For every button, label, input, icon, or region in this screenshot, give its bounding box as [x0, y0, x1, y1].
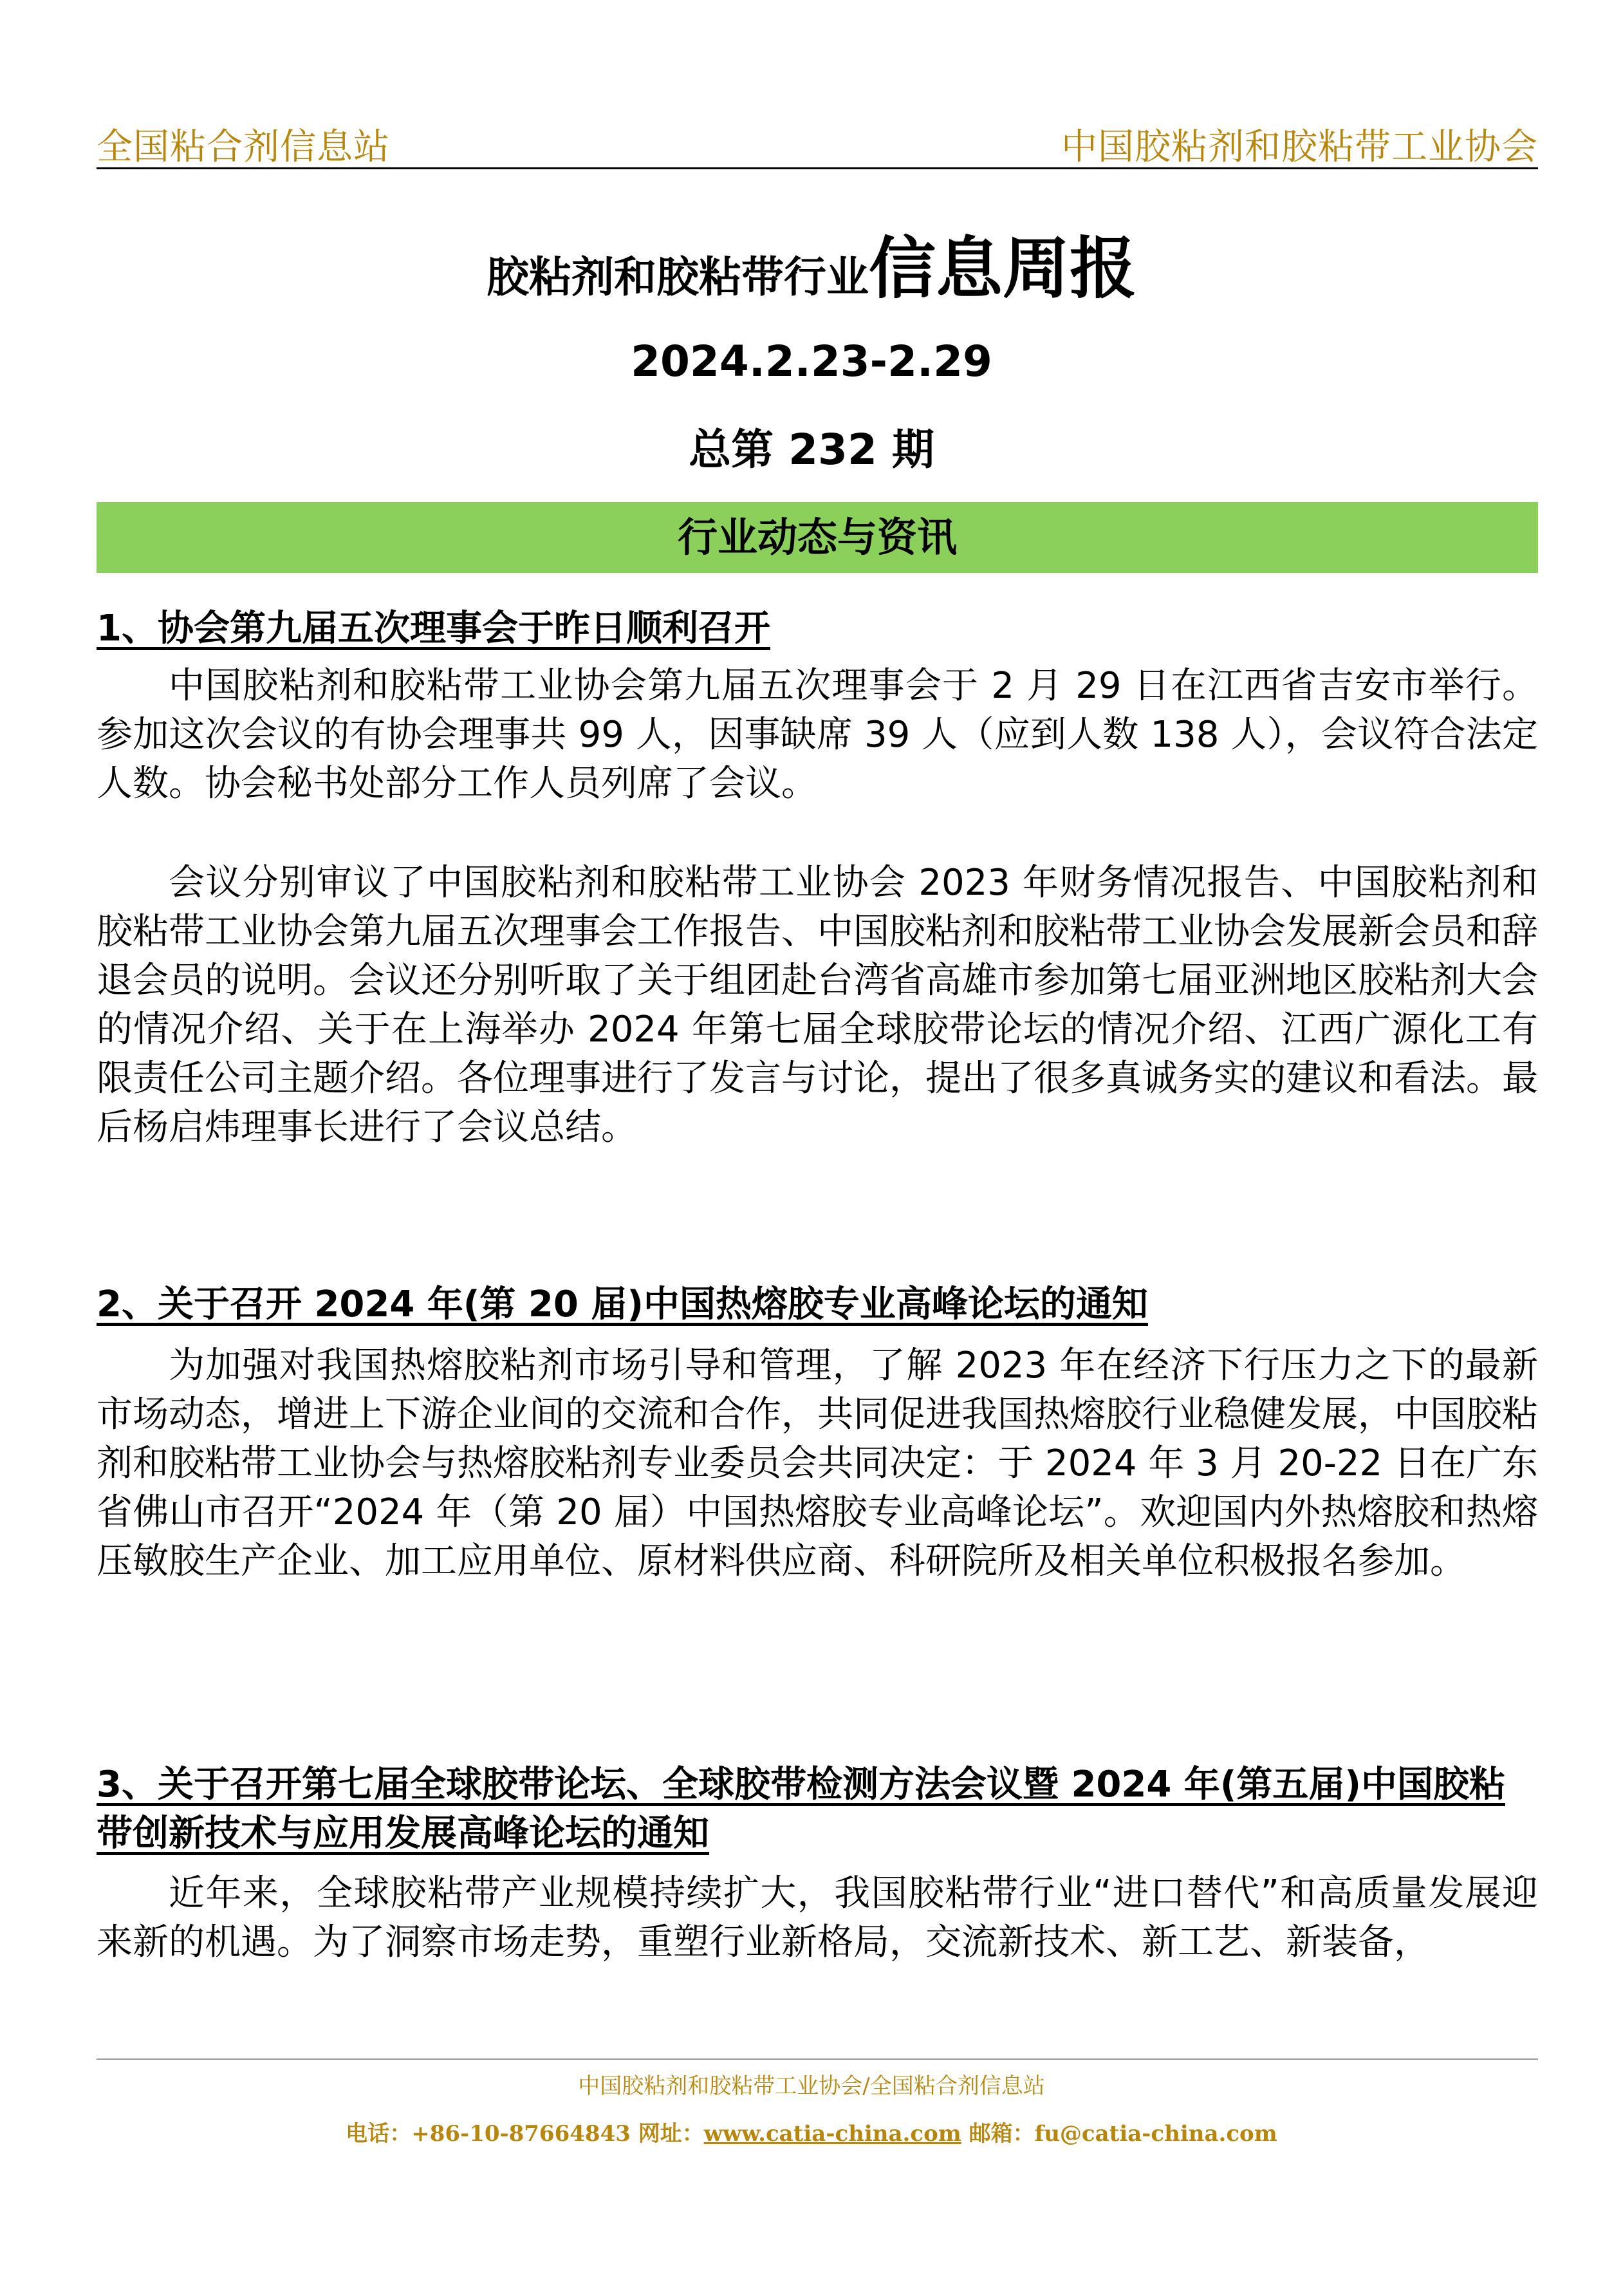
email-label: 邮箱： [961, 2121, 1035, 2147]
page-header [97, 113, 1538, 169]
footer-divider [97, 2058, 1538, 2060]
title-prefix: 胶粘剂和胶粘带行业 [486, 252, 869, 302]
website-link[interactable]: www.catia-china.com [703, 2121, 961, 2147]
date-range: 2024.2.23-2.29 [631, 337, 992, 386]
email-address: fu@catia-china.com [1034, 2121, 1277, 2147]
article-title-1: 1、协会第九届五次理事会于昨日顺利召开 [97, 608, 770, 649]
article-1-paragraph-2: 会议分别审议了中国胶粘剂和胶粘带工业协会 2023 年财务情况报告、中国胶粘剂和胶粘带工业协会第九届五次理事会工作报告、中国胶粘剂和胶粘带工业协会发展新会员和辞退会员的说明。会议还分别听取了关于组团赴台湾省高雄市参加第七届亚洲地区胶粘剂大会的情况介绍、关于在上海举办 2024 年第七届全球胶带论坛的情况介绍、江西广源化工有限责任公司主题介绍。各位理事进行了发言与讨论，提出了很多真诚务实的建议和看法。最后杨启炜理事长进行了会议总结。 [97, 862, 1538, 1148]
article-title-2: 2、关于召开 2024 年(第 20 届)中国热熔胶专业高峰论坛的通知 [97, 1283, 1148, 1325]
phone-number: +86-10-87664843 [411, 2121, 631, 2147]
header-left-text: 全国粘合剂信息站 [97, 126, 390, 168]
website-label: 网址： [630, 2121, 704, 2147]
footer-contact [0, 2116, 1623, 2147]
document-title [0, 214, 1623, 311]
section-heading: 行业动态与资讯 [677, 514, 957, 561]
issue-number: 总第 232 期 [689, 425, 934, 474]
article-title-3: 3、关于召开第七届全球胶带论坛、全球胶带检测方法会议暨 2024 年(第五届)中国胶粘带创新技术与应用发展高峰论坛的通知 [97, 1764, 1506, 1854]
section-heading-bar [97, 502, 1538, 573]
phone-label: 电话： [346, 2121, 412, 2147]
article-2-paragraph-1: 为加强对我国热熔胶粘剂市场引导和管理，了解 2023 年在经济下行压力之下的最新市场动态，增进上下游企业间的交流和合作，共同促进我国热熔胶行业稳健发展，中国胶粘剂和胶粘带工业协会与热熔胶粘剂专业委员会共同决定：于 2024 年 3 月 20-22 日在广东省佛山市召开“2024 年（第 20 届）中国热熔胶专业高峰论坛”。欢迎国内外热熔胶和热熔压敏胶生产企业、加工应用单位、原材料供应商、科研院所及相关单位积极报名参加。 [97, 1345, 1538, 1582]
article-1-paragraph-1: 中国胶粘剂和胶粘带工业协会第九届五次理事会于 2 月 29 日在江西省吉安市举行。参加这次会议的有协会理事共 99 人，因事缺席 39 人（应到人数 138 人），会议符合法定人数。协会秘书处部分工作人员列席了会议。 [97, 665, 1538, 805]
footer-organization: 中国胶粘剂和胶粘带工业协会/全国粘合剂信息站 [578, 2073, 1045, 2099]
article-3-paragraph-1: 近年来，全球胶粘带产业规模持续扩大，我国胶粘带行业“进口替代”和高质量发展迎来新的机遇。为了洞察市场走势，重塑行业新格局，交流新技术、新工艺、新装备， [97, 1872, 1538, 1963]
title-main: 信息周报 [868, 229, 1136, 308]
header-right-text: 中国胶粘剂和胶粘带工业协会 [1061, 126, 1538, 168]
